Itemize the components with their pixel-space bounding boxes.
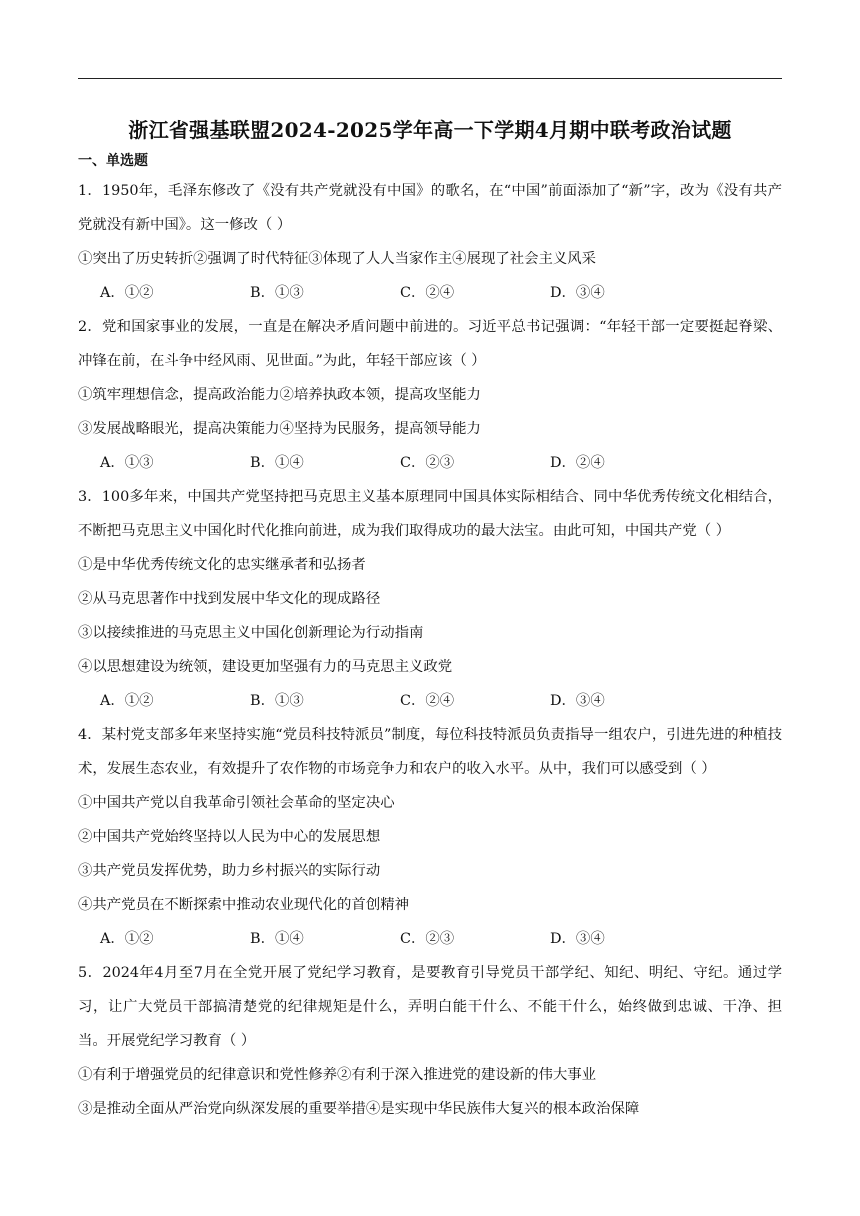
question-4 (78, 718, 782, 956)
statement-line: ④以思想建设为统领，建设更加坚强有力的马克思主义政党 (78, 659, 453, 675)
option-d[interactable]: D．②④ (550, 455, 605, 471)
option-c[interactable]: C．②④ (400, 285, 455, 301)
header-rule (78, 78, 782, 79)
statement-line: ①有利于增强党员的纪律意识和党性修养②有利于深入推进党的建设新的伟大事业 (78, 1067, 597, 1083)
option-a[interactable]: A．①② (100, 931, 154, 947)
statement-line: ②中国共产党始终坚持以人民为中心的发展思想 (78, 829, 381, 845)
question-stem: 4．某村党支部多年来坚持实施“党员科技特派员”制度，每位科技特派员负责指导一组农户，引进先进的种植技术，发展生态农业，有效提升了农作物的市场竞争力和农户的收入水平。从中，我们可以感受到（ ） (78, 727, 782, 777)
statement-line: ①是中华优秀传统文化的忠实继承者和弘扬者 (78, 557, 366, 573)
question-stem: 5．2024年4月至7月在全党开展了党纪学习教育，是要教育引导党员干部学纪、知纪、明纪、守纪。通过学习，让广大党员干部搞清楚党的纪律规矩是什么，弄明白能干什么、不能干什么，始终做到忠诚、干净、担当。开展党纪学习教育（ ） (78, 965, 782, 1049)
statement-line: ④共产党员在不断探索中推动农业现代化的首创精神 (78, 897, 409, 913)
option-b[interactable]: B．①③ (250, 285, 304, 301)
option-c[interactable]: C．②③ (400, 931, 455, 947)
question-list (78, 174, 782, 1126)
answer-options (78, 922, 782, 956)
question-stem: 2．党和国家事业的发展，一直是在解决矛盾问题中前进的。习近平总书记强调：“年轻干部一定要挺起脊梁、冲锋在前，在斗争中经风雨、见世面。”为此，年轻干部应该（ ） (78, 319, 782, 369)
option-a[interactable]: A．①② (100, 285, 154, 301)
option-d[interactable]: D．③④ (550, 285, 605, 301)
statement-line: ③发展战略眼光，提高决策能力④坚持为民服务，提高领导能力 (78, 421, 481, 437)
option-c[interactable]: C．②④ (400, 693, 455, 709)
answer-options (78, 446, 782, 480)
option-d[interactable]: D．③④ (550, 931, 605, 947)
option-b[interactable]: B．①④ (250, 455, 304, 471)
question-1 (78, 174, 782, 310)
option-c[interactable]: C．②③ (400, 455, 455, 471)
question-5 (78, 956, 782, 1126)
page-title: 浙江省强基联盟2024-2025学年高一下学期4月期中联考政治试题 (128, 118, 732, 142)
answer-options (78, 276, 782, 310)
option-b[interactable]: B．①③ (250, 693, 304, 709)
option-a[interactable]: A．①② (100, 693, 154, 709)
option-d[interactable]: D．③④ (550, 693, 605, 709)
answer-options (78, 684, 782, 718)
question-stem: 3．100多年来，中国共产党坚持把马克思主义基本原理同中国具体实际相结合、同中华优秀传统文化相结合，不断把马克思主义中国化时代化推向前进，成为我们取得成功的最大法宝。由此可知，中国共产党（ ） (78, 489, 782, 539)
statement-line: ③以接续推进的马克思主义中国化创新理论为行动指南 (78, 625, 424, 641)
section-heading: 一、单选题 (78, 153, 148, 169)
statement-line: ③共产党员发挥优势，助力乡村振兴的实际行动 (78, 863, 381, 879)
statement-line: ③是推动全面从严治党向纵深发展的重要举措④是实现中华民族伟大复兴的根本政治保障 (78, 1101, 640, 1117)
question-3 (78, 480, 782, 718)
statement-line: ①中国共产党以自我革命引领社会革命的坚定决心 (78, 795, 395, 811)
option-a[interactable]: A．①③ (100, 455, 154, 471)
statement-line: ②从马克思著作中找到发展中华文化的现成路径 (78, 591, 381, 607)
question-stem: 1．1950年，毛泽东修改了《没有共产党就没有中国》的歌名，在“中国”前面添加了“新”字，改为《没有共产党就没有新中国》。这一修改（ ） (78, 183, 782, 233)
option-b[interactable]: B．①④ (250, 931, 304, 947)
statement-line: ①突出了历史转折②强调了时代特征③体现了人人当家作主④展现了社会主义风采 (78, 251, 597, 267)
question-2 (78, 310, 782, 480)
statement-line: ①筑牢理想信念，提高政治能力②培养执政本领，提高攻坚能力 (78, 387, 481, 403)
